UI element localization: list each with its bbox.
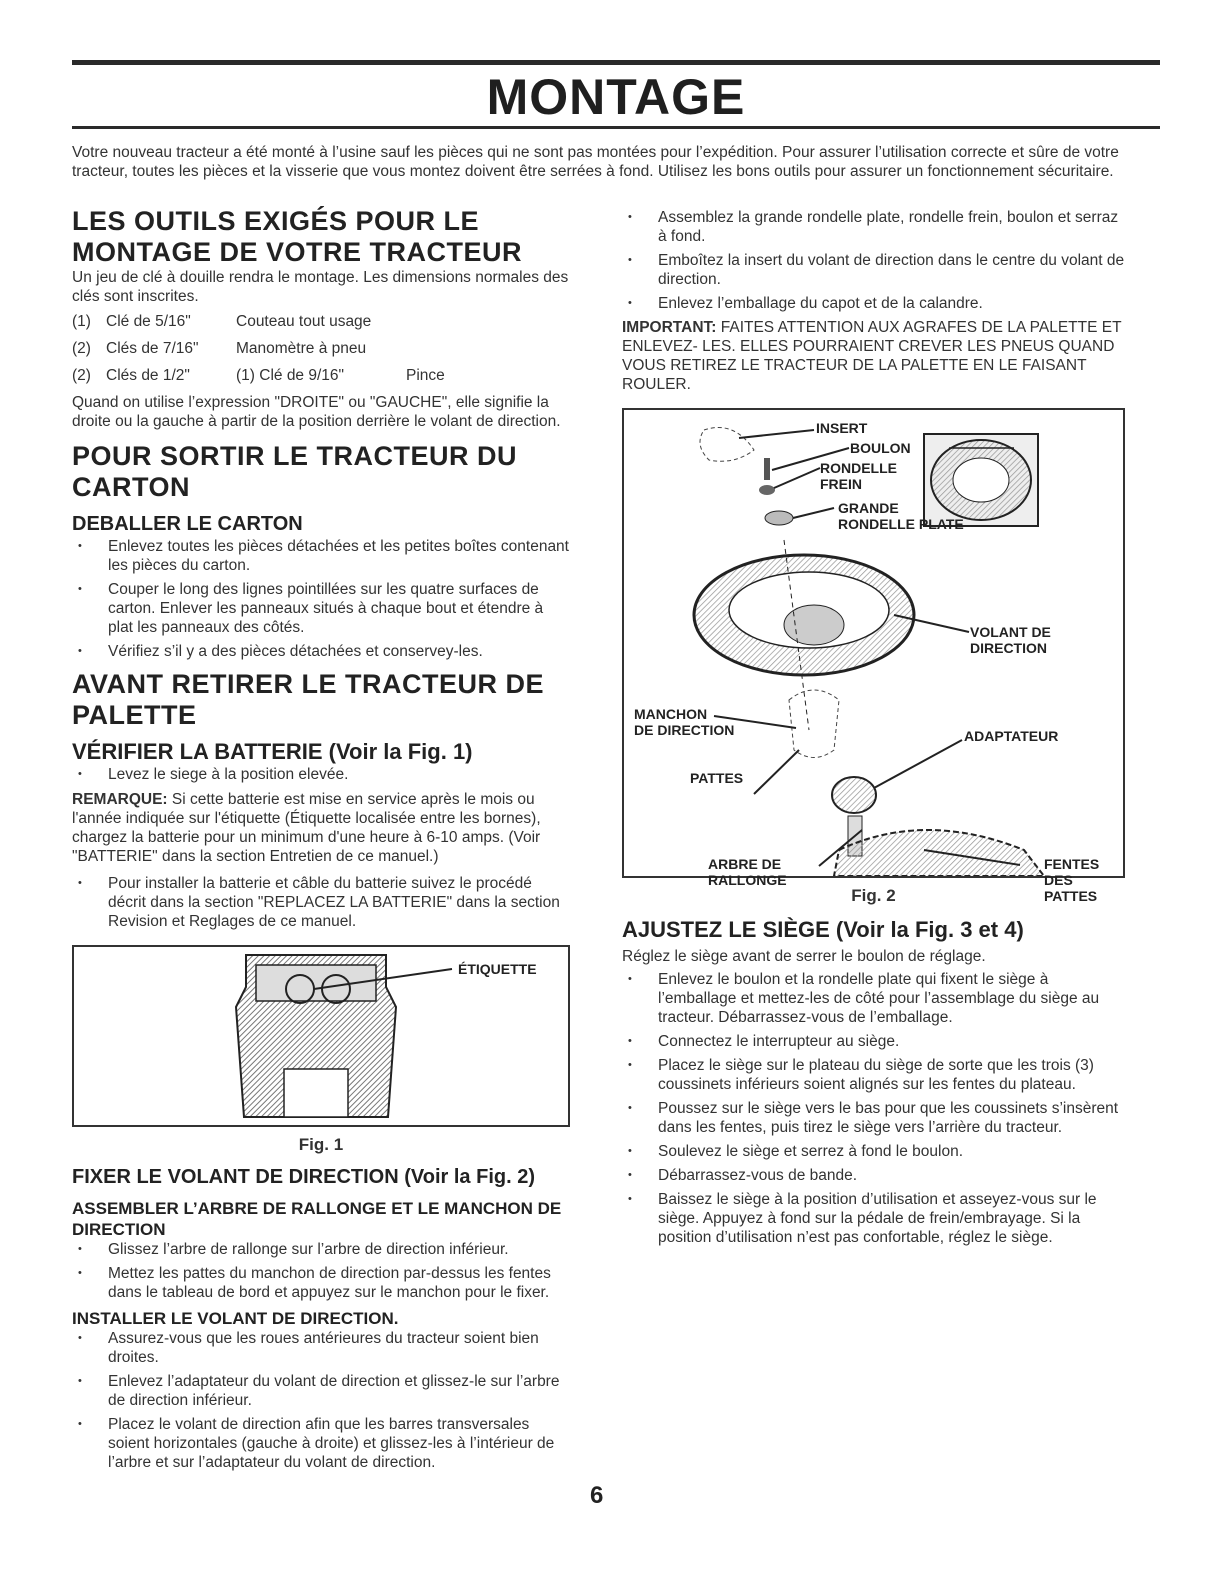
assemble-subheading: ASSEMBLER L’ARBRE DE RALLONGE ET LE MANCHON DE DIRECTION	[72, 1199, 562, 1239]
tools-text: Un jeu de clé à douille rendra le montage. Les dimensions normales des clés sont inscrites.	[72, 269, 569, 305]
carton-heading: POUR SORTIR LE TRACTEUR DU CARTON	[72, 441, 517, 502]
list-item: • Placez le volant de direction afin que les barres transversales soient horizontales (gauche à droite) et glissez-les à l’intérieur de l’arbre et sur l’adaptateur du volant de direction.	[72, 1415, 570, 1472]
label-rondelle-frein: RONDELLE FREIN	[820, 460, 897, 492]
label-volant: VOLANT DE DIRECTION	[970, 624, 1051, 656]
left-column	[72, 200, 570, 1477]
battery-subheading: VÉRIFIER LA BATTERIE (Voir la Fig. 1)	[72, 739, 473, 764]
unpack-list	[72, 537, 570, 661]
figure-2-caption: Fig. 2	[851, 886, 896, 905]
seat-text: Réglez le siège avant de serrer le boulon de réglage.	[622, 948, 986, 965]
label-arbre-rallonge: ARBRE DE RALLONGE	[708, 856, 787, 888]
list-item: • Levez le siege à la position elevée.	[72, 765, 570, 784]
top-rule	[72, 60, 1160, 65]
title-rule	[72, 126, 1160, 129]
list-item: • Placez le siège sur le plateau du siège de sorte que les trois (3) coussinets inférieurs soient alignés sur les fentes du plateau.	[622, 1056, 1125, 1094]
important-label: IMPORTANT:	[622, 319, 717, 336]
label-pattes: PATTES	[690, 770, 744, 786]
tool-qty: (2)	[72, 340, 91, 357]
seat-list	[622, 970, 1125, 1247]
list-item: • Enlevez l’adaptateur du volant de direction et glissez-le sur l’arbre de direction inférieur.	[72, 1372, 570, 1410]
figure-1	[72, 945, 570, 1127]
list-item: • Glissez l’arbre de rallonge sur l’arbre de direction inférieur.	[72, 1240, 570, 1259]
tool-name: Pince	[406, 367, 445, 384]
list-item: • Enlevez l’emballage du capot et de la calandre.	[622, 294, 1125, 313]
list-item: • Débarrassez-vous de bande.	[622, 1166, 1125, 1185]
tool-name	[406, 339, 526, 358]
assemble-list	[72, 1240, 570, 1302]
tool-name: Manomètre à pneu	[236, 340, 367, 357]
tool-name: Clé de 5/16"	[106, 313, 191, 330]
list-item: • Connectez le interrupteur au siège.	[622, 1032, 1125, 1051]
label-etiquette: ÉTIQUETTE	[458, 961, 537, 977]
list-item: • Enlevez toutes les pièces détachées et les petites boîtes contenant les pièces du carton.	[72, 537, 570, 575]
tool-name: Couteau tout usage	[236, 313, 372, 330]
list-item: • Assurez-vous que les roues antérieures du tracteur soient bien droites.	[72, 1329, 570, 1367]
tool-qty: (2)	[72, 367, 91, 384]
remark-paragraph	[72, 790, 570, 866]
label-grande-rondelle: GRANDE RONDELLE PLATE	[838, 500, 964, 532]
list-item: • Assemblez la grande rondelle plate, rondelle frein, boulon et serraz à fond.	[622, 208, 1125, 246]
list-item: • Pour installer la batterie et câble du batterie suivez le procédé décrit dans la section "REPLACEZ LA BATTERIE" dans la section Revision et Reglages de ce manuel.	[72, 874, 570, 931]
steering-heading: FIXER LE VOLANT DE DIRECTION (Voir la Fig. 2)	[72, 1166, 535, 1188]
label-fentes: FENTES DES PATTES	[1044, 856, 1100, 904]
list-item: • Vérifiez s’il y a des pièces détachées et conservey-les.	[72, 642, 570, 661]
battery-list-2	[72, 874, 570, 931]
battery-list	[72, 765, 570, 784]
tool-name	[406, 312, 526, 331]
remark-text: Si cette batterie est mise en service après le mois ou l'année indiquée sur l'étiquette (Étiquette localisée entre les bornes), chargez la batterie pour un minimum d'une heure à 6-10 amps. (Voir "BATTERIE" dans la section Entretien de ce manuel.)	[72, 791, 541, 865]
tools-heading: LES OUTILS EXIGÉS POUR LE MONTAGE DE VOTRE TRACTEUR	[72, 206, 522, 267]
list-item: • Emboîtez la insert du volant de direction dans le centre du volant de direction.	[622, 251, 1125, 289]
intro-paragraph: Votre nouveau tracteur a été monté à l’usine sauf les pièces qui ne sont pas montées pour l’expédition. Pour assurer l’utilisation correcte et sûre de votre tracteur, toutes les pièces et la visserie que vous montez doivent être serrées à fond. Utilisez les bons outils pour assurer un fonctionnement sécuritaire.	[72, 144, 1119, 180]
label-manchon: MANCHON DE DIRECTION	[634, 706, 735, 738]
tools-note: Quand on utilise l’expression "DROITE" ou "GAUCHE", elle signifie la droite ou la gauche à partir de la position derrière le volant de direction.	[72, 394, 561, 430]
list-item: • Couper le long des lignes pointillées sur les quatre surfaces de carton. Enlever les panneaux situés à chaque bout et étendre à plat les panneaux des côtés.	[72, 580, 570, 637]
label-adaptateur: ADAPTATEUR	[964, 728, 1059, 744]
list-item: • Mettez les pattes du manchon de direction par-dessus les fentes dans le tableau de bord et appuyez sur le manchon pour le fixer.	[72, 1264, 570, 1302]
page-title: MONTAGE	[486, 69, 746, 125]
unpack-subheading: DEBALLER LE CARTON	[72, 513, 303, 535]
right-list	[622, 208, 1125, 313]
label-insert: INSERT	[816, 420, 868, 436]
seat-heading: AJUSTEZ LE SIÈGE (Voir la Fig. 3 et 4)	[622, 917, 1024, 942]
tool-qty: (1)	[72, 313, 91, 330]
label-boulon: BOULON	[850, 440, 911, 456]
tool-name: Clés de 1/2"	[106, 367, 190, 384]
list-item: • Soulevez le siège et serrez à fond le boulon.	[622, 1142, 1125, 1161]
figure-1-caption: Fig. 1	[298, 1135, 344, 1154]
page-number: 6	[590, 1482, 604, 1509]
list-item: • Enlevez le boulon et la rondelle plate qui fixent le siège à l’emballage et mettez-les de côté pour l’assemblage du siège au tracteur. Débarrassez-vous de l’emballage.	[622, 970, 1125, 1027]
list-item: • Poussez sur le siège vers le bas pour que les coussinets s’insèrent dans les fentes, puis tirez le siège vers l’arrière du tracteur.	[622, 1099, 1125, 1137]
install-subheading: INSTALLER LE VOLANT DE DIRECTION.	[72, 1309, 399, 1328]
pallet-heading: AVANT RETIRER LE TRACTEUR DE PALETTE	[72, 669, 544, 730]
right-column	[622, 208, 1125, 1252]
tools-list	[72, 312, 570, 385]
install-list	[72, 1329, 570, 1472]
tool-name: (1) Clé de 9/16"	[236, 367, 345, 384]
list-item: • Baissez le siège à la position d’utilisation et asseyez-vous sur le siège. Appuyez à fond sur la pédale de frein/embrayage. Si la position d’utilisation n’est pas confortable, réglez le siège.	[622, 1190, 1125, 1247]
important-text: FAITES ATTENTION AUX AGRAFES DE LA PALETTE ET ENLEVEZ- LES. ELLES POURRAIENT CREVER LES PNEUS QUAND VOUS RETIREZ LE TRACTEUR DE LA PALETTE EN LE FAISANT ROULER.	[622, 319, 1122, 393]
tool-name: Clés de 7/16"	[106, 340, 199, 357]
remark-label: REMARQUE:	[72, 791, 168, 808]
important-paragraph	[622, 318, 1125, 394]
